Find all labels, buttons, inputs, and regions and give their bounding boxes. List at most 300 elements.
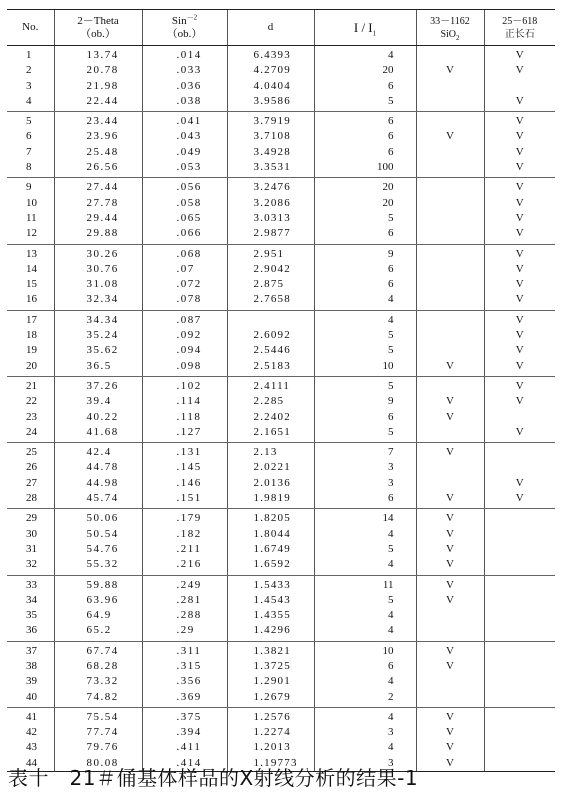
d-spacing-cell: 2.5446 [227,343,314,358]
sio2-match-cell: V [416,641,484,659]
sio2-match-cell: V [416,659,484,674]
row-number: 43 [26,741,37,754]
table-row [7,593,555,608]
intensity-cell: 9 [314,244,416,262]
orthoclase-match-cell: V [484,343,555,358]
two-theta-cell: 44.78 [54,460,142,475]
orthoclase-match-cell [484,690,555,708]
orthoclase-match-cell [484,740,555,755]
sin-cell: .394 [142,725,227,740]
table-row [7,527,555,542]
table-row [7,476,555,491]
two-theta-cell: 63.96 [54,593,142,608]
intensity-cell: 14 [314,509,416,527]
table-row [7,63,555,78]
row-number: 34 [26,593,37,606]
table-row [7,557,555,575]
table-row [7,659,555,674]
orthoclase-match-cell: V [484,376,555,394]
sio2-match-cell [416,196,484,211]
orthoclase-match-cell [484,557,555,575]
sio2-match-cell [416,623,484,641]
intensity-cell: 4 [314,292,416,310]
intensity-cell: 5 [314,211,416,226]
table-row [7,690,555,708]
sin-cell: .041 [142,112,227,130]
sin-cell: .014 [142,46,227,64]
orthoclase-match-cell: V [484,394,555,409]
sin-cell: .053 [142,160,227,178]
orthoclase-match-cell: V [484,196,555,211]
row-number: 9 [26,181,32,194]
two-theta-cell: 40.22 [54,410,142,425]
intensity-cell: 6 [314,129,416,144]
sin-cell: .078 [142,292,227,310]
table-row [7,94,555,112]
two-theta-cell: 29.88 [54,226,142,244]
table-row [7,740,555,755]
row-number: 1 [26,49,32,61]
sio2-match-cell [416,608,484,623]
row-number: 10 [26,196,37,209]
two-theta-cell: 80.08 [54,756,142,772]
orthoclase-match-cell: V [484,178,555,196]
d-spacing-cell: 1.2013 [227,740,314,755]
sin-cell: .118 [142,410,227,425]
intensity-cell: 4 [314,707,416,725]
row-number: 13 [26,247,37,260]
table-row [7,542,555,557]
intensity-cell: 5 [314,328,416,343]
intensity-cell: 6 [314,277,416,292]
orthoclase-match-cell: V [484,63,555,78]
table-row [7,410,555,425]
table-row [7,196,555,211]
sio2-match-cell [416,211,484,226]
d-spacing-cell: 1.2679 [227,690,314,708]
orthoclase-match-cell [484,79,555,94]
d-spacing-cell [227,310,314,328]
table-row [7,707,555,725]
header-sin-label: Sin [171,14,187,27]
intensity-cell: 6 [314,262,416,277]
intensity-cell: 5 [314,542,416,557]
sio2-match-cell [416,46,484,64]
row-number: 40 [7,690,54,708]
row-number: 24 [7,425,54,443]
row-number: 3 [26,79,32,92]
table-row [7,623,555,641]
sin-cell: .068 [142,244,227,262]
d-spacing-cell: 2.1651 [227,425,314,443]
intensity-cell: 3 [314,460,416,475]
sin-cell: .29 [142,623,227,641]
row-number: 37 [26,644,37,657]
header-no-label: No. [22,21,39,33]
sio2-match-cell: V [416,63,484,78]
row-number: 18 [26,329,37,342]
d-spacing-cell: 2.951 [227,244,314,262]
intensity-cell: 20 [314,196,416,211]
d-spacing-cell: 1.3821 [227,641,314,659]
table-body [7,46,555,772]
row-number: 14 [26,262,37,275]
two-theta-cell: 39.4 [54,394,142,409]
d-spacing-cell: 2.6092 [227,328,314,343]
intensity-cell: 5 [314,376,416,394]
sio2-match-cell [416,244,484,262]
orthoclase-match-cell: V [484,112,555,130]
d-spacing-cell: 3.4928 [227,145,314,160]
two-theta-cell: 44.98 [54,476,142,491]
row-number: 44 [7,756,54,772]
intensity-cell: 20 [314,178,416,196]
sin-cell: .065 [142,211,227,226]
d-spacing-cell: 1.6749 [227,542,314,557]
sio2-match-cell [416,292,484,310]
header-theta-sub: （ob.） [80,27,116,40]
intensity-cell: 6 [314,491,416,509]
sio2-match-cell [416,79,484,94]
sin-cell: .281 [142,593,227,608]
d-spacing-cell: 1.6592 [227,557,314,575]
d-spacing-cell: 3.0313 [227,211,314,226]
table-row [7,575,555,593]
two-theta-cell: 55.32 [54,557,142,575]
two-theta-cell: 27.78 [54,196,142,211]
sin-cell: .315 [142,659,227,674]
intensity-cell: 5 [314,343,416,358]
sio2-match-cell: V [416,394,484,409]
d-spacing-cell: 3.7919 [227,112,314,130]
header-theta-label: 2－Theta [77,14,119,27]
orthoclase-match-cell [484,443,555,461]
intensity-cell: 11 [314,575,416,593]
orthoclase-match-cell: V [484,277,555,292]
table-row [7,79,555,94]
orthoclase-match-cell: V [484,476,555,491]
row-number: 2 [26,64,32,77]
intensity-cell: 3 [314,476,416,491]
sio2-match-cell [416,674,484,689]
sio2-match-cell: V [416,557,484,575]
sin-cell: .033 [142,63,227,78]
sio2-match-cell [416,343,484,358]
intensity-cell: 6 [314,659,416,674]
table-header [7,10,555,46]
row-number: 21 [26,379,37,392]
row-number: 6 [26,130,32,143]
orthoclase-match-cell [484,641,555,659]
sin-cell: .066 [142,226,227,244]
header-no [7,10,54,46]
d-spacing-cell: 1.9819 [227,491,314,509]
table-row [7,112,555,130]
sin-cell: .411 [142,740,227,755]
row-number: 5 [26,115,32,128]
two-theta-cell: 23.96 [54,129,142,144]
two-theta-cell: 27.44 [54,178,142,196]
table-row [7,226,555,244]
sin-cell: .127 [142,425,227,443]
sin-cell: .375 [142,707,227,725]
intensity-cell: 100 [314,160,416,178]
two-theta-cell: 41.68 [54,425,142,443]
table-row [7,262,555,277]
row-number: 31 [26,542,37,555]
sio2-match-cell [416,376,484,394]
d-spacing-cell: 2.875 [227,277,314,292]
table-row [7,145,555,160]
table-row [7,292,555,310]
table-row [7,608,555,623]
intensity-cell: 4 [314,310,416,328]
sio2-match-cell: V [416,359,484,377]
row-number: 20 [7,359,54,377]
header-sio2-formula: SiO [440,28,457,40]
two-theta-cell: 25.48 [54,145,142,160]
sio2-match-cell [416,310,484,328]
intensity-cell: 6 [314,145,416,160]
sio2-match-cell [416,94,484,112]
row-number: 12 [7,226,54,244]
intensity-cell: 5 [314,593,416,608]
d-spacing-cell: 2.13 [227,443,314,461]
table-row [7,211,555,226]
sin-cell: .311 [142,641,227,659]
d-spacing-cell: 1.2901 [227,674,314,689]
table-row [7,277,555,292]
sio2-match-cell [416,277,484,292]
orthoclase-match-cell: V [484,129,555,144]
row-number: 35 [26,609,37,622]
sio2-match-cell: V [416,575,484,593]
d-spacing-cell: 6.4393 [227,46,314,64]
orthoclase-match-cell [484,460,555,475]
intensity-cell: 4 [314,46,416,64]
row-number: 29 [26,512,37,525]
intensity-cell: 4 [314,557,416,575]
row-number: 41 [26,710,37,723]
d-spacing-cell: 3.2476 [227,178,314,196]
intensity-cell: 4 [314,527,416,542]
intensity-cell: 5 [314,425,416,443]
table-row [7,244,555,262]
sin-cell: .043 [142,129,227,144]
orthoclase-match-cell: V [484,160,555,178]
intensity-cell: 7 [314,443,416,461]
two-theta-cell: 21.98 [54,79,142,94]
sio2-match-cell [416,425,484,443]
orthoclase-match-cell [484,707,555,725]
sin-cell: .216 [142,557,227,575]
row-number: 32 [7,557,54,575]
header-sio2 [416,10,484,46]
header-row [7,10,555,46]
orthoclase-match-cell: V [484,244,555,262]
row-number: 30 [26,527,37,540]
row-number: 15 [26,278,37,291]
row-number: 28 [7,491,54,509]
orthoclase-match-cell [484,509,555,527]
table-row [7,46,555,64]
orthoclase-match-cell: V [484,310,555,328]
sio2-match-cell [416,476,484,491]
sio2-match-cell: V [416,509,484,527]
sin-cell: .179 [142,509,227,527]
two-theta-cell: 29.44 [54,211,142,226]
sin-cell: .058 [142,196,227,211]
two-theta-cell: 75.54 [54,707,142,725]
sin-cell: .098 [142,359,227,377]
sio2-match-cell [416,262,484,277]
orthoclase-match-cell [484,542,555,557]
sin-cell: .288 [142,608,227,623]
d-spacing-cell: 1.4296 [227,623,314,641]
d-spacing-cell: 3.9586 [227,94,314,112]
header-intensity-subscript: 1 [372,29,377,38]
two-theta-cell: 31.08 [54,277,142,292]
two-theta-cell: 74.82 [54,690,142,708]
sio2-match-cell [416,460,484,475]
two-theta-cell: 32.34 [54,292,142,310]
header-theta [54,10,142,46]
header-d-label: d [267,21,274,33]
sio2-match-cell [416,226,484,244]
orthoclase-match-cell [484,674,555,689]
row-number: 23 [26,410,37,423]
intensity-cell: 5 [314,94,416,112]
header-intensity [314,10,416,46]
two-theta-cell: 30.76 [54,262,142,277]
sin-cell: .151 [142,491,227,509]
two-theta-cell: 54.76 [54,542,142,557]
row-number: 33 [26,578,37,591]
d-spacing-cell: 4.0404 [227,79,314,94]
intensity-cell: 9 [314,394,416,409]
intensity-cell: 4 [314,623,416,641]
d-spacing-cell: 3.3531 [227,160,314,178]
intensity-cell: 6 [314,112,416,130]
header-sin [142,10,227,46]
d-spacing-cell: 2.0221 [227,460,314,475]
row-number: 39 [26,675,37,688]
sio2-match-cell: V [416,593,484,608]
intensity-cell: 10 [314,359,416,377]
two-theta-cell: 64.9 [54,608,142,623]
intensity-cell: 3 [314,756,416,772]
d-spacing-cell: 2.7658 [227,292,314,310]
two-theta-cell: 34.34 [54,310,142,328]
two-theta-cell: 20.78 [54,63,142,78]
orthoclase-match-cell [484,410,555,425]
orthoclase-match-cell: V [484,491,555,509]
sin-cell: .131 [142,443,227,461]
header-sio2-pdf-number: 33－1162 [430,15,470,27]
sio2-match-cell [416,328,484,343]
row-number: 36 [7,623,54,641]
orthoclase-match-cell: V [484,226,555,244]
orthoclase-match-cell [484,725,555,740]
intensity-cell: 20 [314,63,416,78]
sio2-match-cell: V [416,756,484,772]
sin-cell: .145 [142,460,227,475]
two-theta-cell: 73.32 [54,674,142,689]
row-number: 26 [26,461,37,474]
sin-cell: .211 [142,542,227,557]
row-number: 22 [26,395,37,408]
d-spacing-cell: 1.2576 [227,707,314,725]
two-theta-cell: 30.26 [54,244,142,262]
sio2-match-cell: V [416,491,484,509]
sio2-match-cell: V [416,725,484,740]
orthoclase-match-cell [484,593,555,608]
table-row [7,641,555,659]
sin-cell: .072 [142,277,227,292]
row-number: 25 [26,446,37,459]
orthoclase-match-cell: V [484,262,555,277]
d-spacing-cell: 2.4111 [227,376,314,394]
d-spacing-cell: 2.0136 [227,476,314,491]
orthoclase-match-cell [484,608,555,623]
d-spacing-cell: 1.4355 [227,608,314,623]
orthoclase-match-cell [484,575,555,593]
d-spacing-cell: 1.8205 [227,509,314,527]
sin-cell: .07 [142,262,227,277]
d-spacing-cell: 1.2274 [227,725,314,740]
intensity-cell: 4 [314,740,416,755]
sin-cell: .036 [142,79,227,94]
table-row [7,509,555,527]
intensity-cell: 3 [314,725,416,740]
table-row [7,725,555,740]
table-row [7,425,555,443]
d-spacing-cell: 1.4543 [227,593,314,608]
d-spacing-cell: 1.3725 [227,659,314,674]
table-row [7,491,555,509]
orthoclase-match-cell: V [484,46,555,64]
sin-cell: .146 [142,476,227,491]
intensity-cell: 4 [314,674,416,689]
row-number: 42 [26,726,37,739]
d-spacing-cell: 2.285 [227,394,314,409]
table-row [7,394,555,409]
sio2-match-cell: V [416,443,484,461]
sin-cell: .369 [142,690,227,708]
row-number: 7 [26,145,32,158]
d-spacing-cell: 3.2086 [227,196,314,211]
orthoclase-match-cell: V [484,328,555,343]
sio2-match-cell [416,160,484,178]
row-number: 38 [26,659,37,672]
orthoclase-match-cell [484,659,555,674]
two-theta-cell: 36.5 [54,359,142,377]
two-theta-cell: 59.88 [54,575,142,593]
header-sin-exponent: －2 [186,12,198,21]
sio2-match-cell: V [416,129,484,144]
two-theta-cell: 68.28 [54,659,142,674]
table-row [7,376,555,394]
two-theta-cell: 22.44 [54,94,142,112]
two-theta-cell: 50.06 [54,509,142,527]
intensity-cell: 2 [314,690,416,708]
two-theta-cell: 26.56 [54,160,142,178]
sin-cell: .087 [142,310,227,328]
header-orthoclase [484,10,555,46]
table-caption: 表十 21＃俑基体样品的X射线分析的结果-1 [8,766,419,790]
sin-cell: .414 [142,756,227,772]
intensity-cell: 6 [314,410,416,425]
